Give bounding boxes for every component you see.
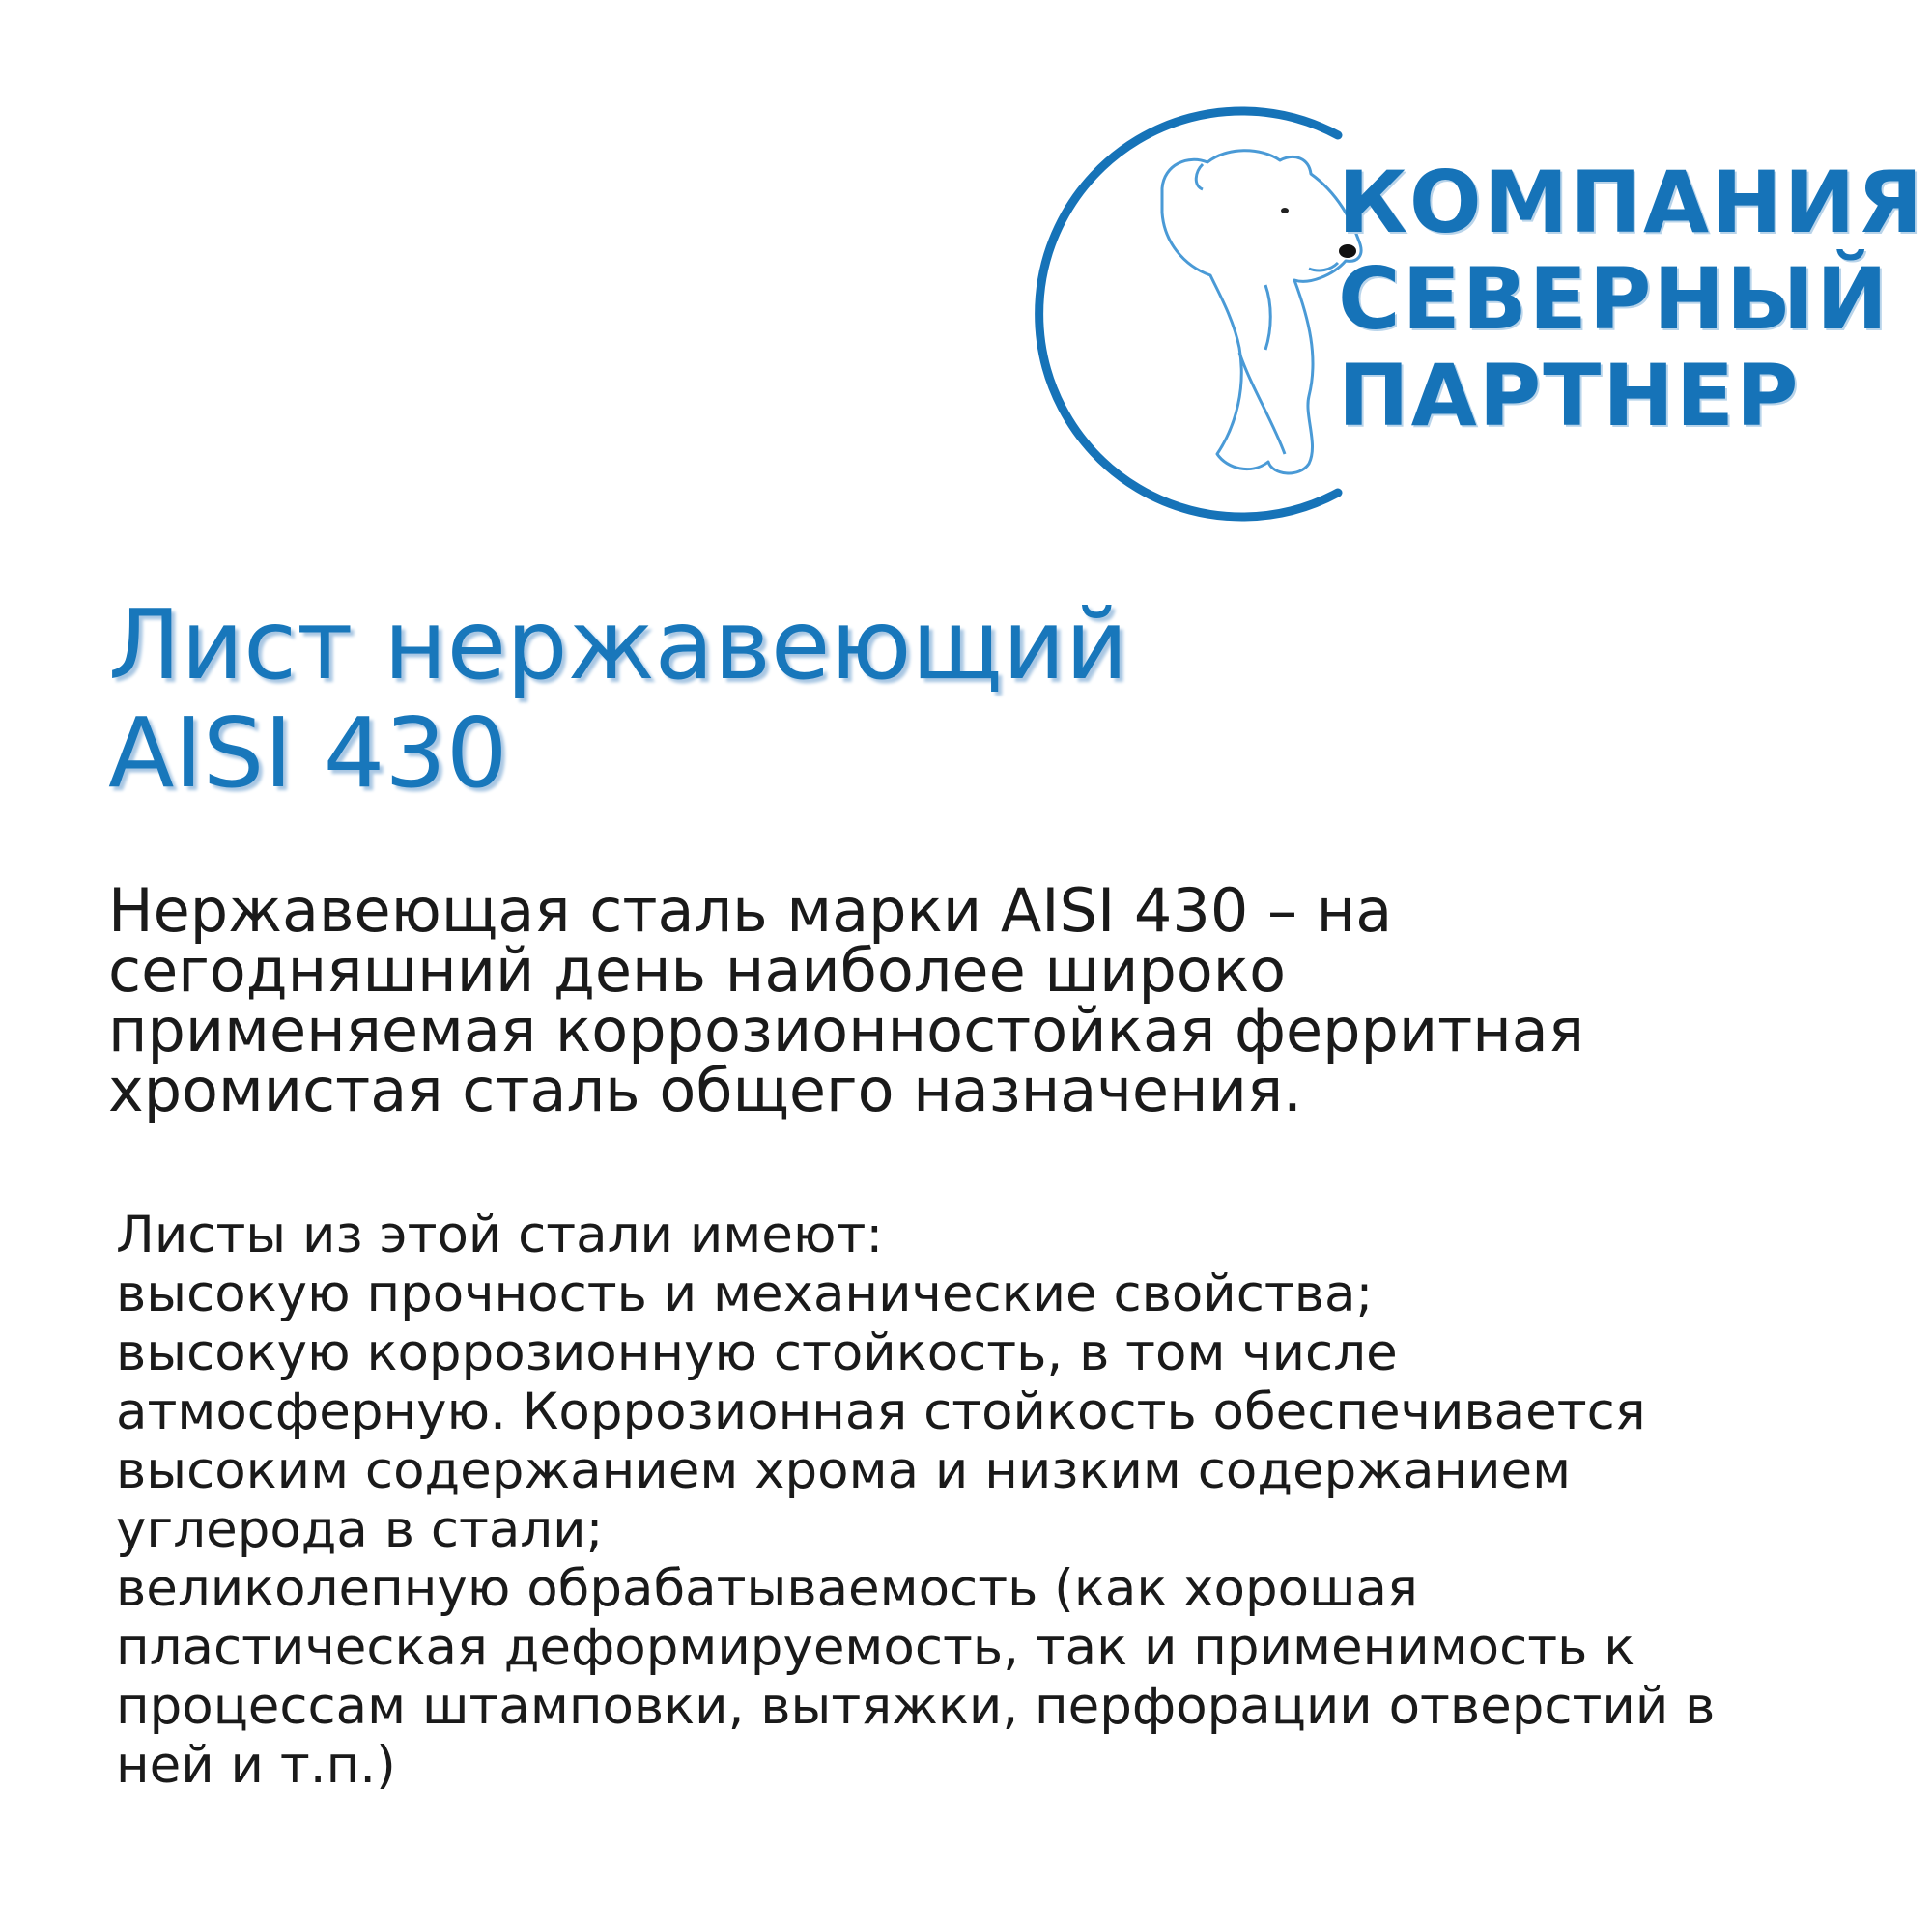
details-line: атмосферную. Коррозионная стойкость обеспечивается bbox=[116, 1382, 1646, 1441]
title-line: Лист нержавеющий bbox=[108, 588, 1128, 701]
company-name-line: КОМПАНИЯ bbox=[1338, 153, 1925, 252]
details-line: процессам штамповки, вытяжки, перфорации отверстий в bbox=[116, 1677, 1716, 1736]
page-title bbox=[108, 588, 1128, 810]
intro-paragraph bbox=[108, 875, 1847, 1125]
details-line: высокую коррозионную стойкость, в том числе bbox=[116, 1323, 1398, 1382]
properties-list bbox=[116, 1206, 1874, 1795]
details-line: углерода в стали; bbox=[116, 1500, 604, 1559]
company-name-line: СЕВЕРНЫЙ bbox=[1338, 249, 1889, 349]
intro-line: применяемая коррозионностойкая ферритная bbox=[108, 995, 1585, 1065]
details-line: ней и т.п.) bbox=[116, 1736, 396, 1795]
company-name-line: ПАРТНЕР bbox=[1338, 346, 1801, 445]
details-line: великолепную обрабатываемость (как хорошая bbox=[116, 1559, 1418, 1618]
details-line: пластическая деформируемость, так и применимость к bbox=[116, 1618, 1635, 1677]
details-line: Листы из этой стали имеют: bbox=[116, 1206, 884, 1264]
intro-line: сегодняшний день наиболее широко bbox=[108, 935, 1287, 1006]
title-line: AISI 430 bbox=[108, 696, 508, 810]
details-line: высокую прочность и механические свойства; bbox=[116, 1264, 1374, 1323]
company-name bbox=[1338, 155, 1924, 444]
intro-line: Нержавеющая сталь марки AISI 430 – на bbox=[108, 875, 1393, 946]
details-line: высоким содержанием хрома и низким содержанием bbox=[116, 1441, 1572, 1500]
company-logo bbox=[1019, 97, 1925, 531]
intro-line: хромистая сталь общего назначения. bbox=[108, 1055, 1302, 1125]
